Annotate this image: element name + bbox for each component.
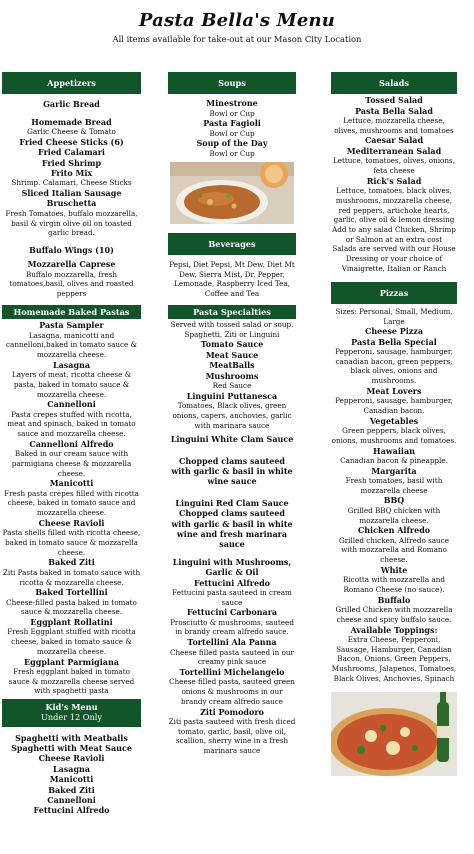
menu-item-description: Garlic Cheese & Tomato [27, 127, 116, 137]
menu-item-name: Buffalo Wings (10) [29, 244, 114, 255]
menu-item-name: Fettucini Carbonara [186, 607, 278, 618]
menu-item-name: Linguini Red Clam Sauce [175, 497, 289, 508]
spacer [168, 445, 296, 456]
menu-item-description: Ziti Pasta baked in tomato sauce with ricotta & mozzarella cheese. [2, 567, 141, 587]
menu-item-name: Tortellini Michelangelo [179, 667, 285, 677]
menu-item-name: Cheese Ravioli [38, 753, 105, 764]
menu-title: Pasta Bella's Menu [138, 10, 336, 31]
pizzas-list [331, 304, 457, 684]
menu-item-name: Pasta Sampler [39, 320, 104, 331]
menu-item-name: Spaghetti with Meat Sauce [11, 743, 132, 754]
menu-item-description: Tomatoes, Black olives, green onions, capers, anchovies, garlic with marinara sauce [172, 401, 292, 430]
menu-item-description: Shrimp. Calamari, Cheese Sticks [11, 178, 132, 188]
menu-item-name: Pasta Bella Special [351, 336, 437, 347]
menu-item-name: Hawaiian [373, 445, 415, 456]
menu-item-description: Grilled BBQ chicken with mozzarella cheese. [347, 505, 441, 525]
menu-item-name: Spaghetti with Meatballs [15, 732, 128, 743]
menu-item-name: Cheese Ravioli [38, 517, 105, 528]
menu-item-name: Mushrooms [205, 370, 259, 381]
kids-menu-subtitle: Under 12 Only [40, 712, 103, 723]
beverages-text: Pepsi, Diet Pepsi, Mt Dew, Diet Mt Dew, Sierra Mist, Dr. Pepper, Lemonade, Raspberry Iced Tea, Coffee and Tea [169, 259, 295, 298]
menu-item-description: Green peppers, black olives, onions, mushrooms and tomatoes. [331, 426, 457, 445]
left-column [2, 72, 141, 816]
menu-item-name: Chicken Alfredo [357, 525, 431, 536]
menu-item-name: Lasagna [52, 359, 91, 370]
appetizers-heading: Appetizers [2, 72, 141, 94]
menu-item-name: Cheese Pizza [364, 326, 424, 337]
kids-menu-title: Kid's Menu [45, 702, 98, 713]
appetizers-list [2, 94, 141, 299]
menu-item-name: Soup of the Day [196, 138, 268, 149]
salads-list [331, 94, 457, 273]
menu-item-name: Eggplant Rollatini [30, 617, 113, 628]
menu-item-name: Linguini White Clam Sauce [170, 434, 294, 445]
menu-item-name: Pasta Bella Salad [355, 105, 433, 116]
menu-item-name: Sliced Italian Sausage [21, 188, 122, 199]
menu-item-name: Cannelloni Alfredo [29, 438, 114, 449]
menu-item-description: Fresh Eggplant stuffed with ricotta cheese, baked in tomato sauce & mozzarella cheese. [7, 627, 136, 656]
menu-item-description: Fresh tomatoes, basil with mozzarella cheese [345, 476, 443, 495]
menu-item-name: Tortellini Ala Panna [187, 637, 277, 648]
menu-item-description: Bowl or Cup [209, 108, 255, 118]
salads-heading: Salads [331, 72, 457, 94]
kids-menu-list [2, 727, 141, 816]
menu-item-description: Fresh Tomatoes, buffalo mozzarella, basil & virgin olive oil on toasted garlic bread. [5, 208, 138, 238]
menu-item-description: Served with tossed salad or soup. [170, 319, 294, 329]
middle-column [168, 72, 296, 756]
menu-item-description: Salads are served with our House Dressing or your choice of Vinaigrette, Italian or Ranch [332, 244, 456, 273]
menu-item-name: Tossed Salad [365, 95, 423, 106]
pasta-specialties-heading: Pasta Specialties [168, 305, 296, 319]
menu-item-name: Caesar Salad [364, 135, 424, 146]
spacer [2, 238, 141, 245]
menu-item-description: Spaghetti, Ziti or Linguini [184, 329, 280, 339]
menu-item-name: Buffalo [377, 594, 411, 605]
menu-item-name: Cannelloni [47, 399, 96, 410]
menu-item-description: Lettuce, mozzarella cheese, olives, mushrooms and tomatoes [334, 116, 454, 135]
menu-item-name: MeatBalls [209, 360, 255, 371]
menu-item-name: Margarita [371, 465, 417, 476]
menu-item-description: Pepperoni, sausage, hamburger, Canadian bacon. [335, 396, 453, 415]
spacer [2, 110, 141, 117]
menu-item-name: Manicotti [49, 478, 94, 489]
menu-item-name: Vegetables [369, 415, 419, 426]
menu-item-description: Layers of meat, ricotta cheese & pasta, baked in tomato sauce & mozzarella cheese. [11, 370, 132, 399]
menu-item-name: Mediterranean Salad [346, 145, 442, 156]
menu-item-description: Pasta crepes stuffed with ricotta, meat and spinach, baked in tomato sauce and mozzarella cheese. [7, 409, 136, 439]
menu-item-name: BBQ [383, 495, 405, 506]
menu-item-description: Ziti pasta sauteed with fresh diced tomato, garlic, basil, olive oil, scallion, sherry wine in a fresh marinara sauce [168, 716, 296, 756]
menu-item-description: Buffalo mozzarella, fresh tomatoes,basil, olives and roasted peppers [9, 269, 134, 299]
menu-item-name: Fried Calamari [38, 147, 105, 158]
menu-item-name: Eggplant Parmigiana [24, 656, 119, 667]
menu-item-description: Lettuce, tomatoes, olives, onions, feta cheese [332, 156, 455, 175]
menu-item-name: Homemade Bread [31, 116, 112, 127]
menu-item-description: Pepperoni, sausage, hamburger, canadian bacon, green peppers, black olives, onions and mushrooms. [335, 347, 453, 386]
menu-item-name: Available Toppings: [350, 624, 438, 635]
menu-item-name: Bruschetta [46, 198, 97, 209]
beverages-heading: Beverages [168, 233, 296, 255]
menu-item-description: Fresh eggplant baked in tomato sauce & mozzarella cheese served with spaghetti pasta [8, 667, 135, 696]
menu-item-name: Baked Ziti [48, 557, 95, 568]
menu-item-name: Meat Sauce [205, 349, 259, 360]
menu-item-name: Chopped clams sauteed with garlic & basil in white wine sauce [171, 455, 293, 487]
menu-item-description: Bowl or Cup [209, 128, 255, 138]
menu-item-description: Cheese filled pasta, sauteed green onions & mushrooms in our brandy cream alfredo sauce [169, 677, 295, 706]
menu-item-name: White [380, 564, 408, 575]
pasta-specialties-list [168, 319, 296, 756]
menu-item-name: Fettucini Alfredo [33, 805, 110, 816]
menu-item-description: Grilled Chicken with mozzarella cheese and spicy buffalo sauce. [335, 605, 453, 624]
spacer [168, 487, 296, 498]
menu-item-name: Rick's Salad [366, 175, 422, 186]
right-column [331, 72, 457, 776]
homemade-pastas-heading: Homemade Baked Pastas [2, 305, 141, 319]
menu-item-description: Cheese-filled pasta baked in tomato sauce & mozzarella cheese. [6, 597, 137, 617]
menu-item-name: Baked Tortellini [35, 587, 108, 598]
menu-item-description: Ricotta with mozzarella and Romano Cheese (no sauce). [342, 575, 446, 594]
menu-item-name: Linguini with Mushrooms, Garlic & Oil [172, 556, 292, 578]
menu-item-description: Prosciutto & mushrooms, sauteed in brandy cream alfredo sauce. [170, 617, 294, 637]
menu-item-name: Fettucini Alfredo [193, 577, 270, 588]
menu-item-description: Red Sauce [212, 380, 252, 390]
menu-item-name: Cannelloni [47, 795, 96, 806]
menu-item-description: Grilled chicken, Alfredo sauce with mozzarella and Romano cheese. [339, 535, 449, 565]
menu-item-description: Lettuce, tomatoes, black olives, mushrooms, mozzarella cheese, red peppers, artichoke hearts, garlic, olive oil & lemon dressing [333, 186, 455, 225]
menu-item-description: Pasta shells filled with ricotta cheese, baked in tomato sauce & mozzarella cheese. [2, 528, 141, 557]
menu-item-description: Sizes: Personal, Small, Medium, Large [335, 306, 453, 326]
menu-item-description: Canadian bacon & pineapple. [340, 455, 448, 465]
menu-item-name: Garlic Bread [43, 99, 100, 110]
homemade-pastas-list [2, 319, 141, 696]
soups-heading: Soups [168, 72, 296, 94]
pizzas-heading: Pizzas [331, 282, 457, 304]
soups-list [168, 94, 296, 158]
menu-item-name: Frito Mix [50, 167, 93, 178]
menu-item-description: Extra Cheese, Pepperoni, Sausage, Hamburger, Canadian Bacon, Onions, Green Peppers, Mushrooms, Jalapenos, Tomatoes, Black Olives, Anchovies, Spinach [331, 634, 457, 683]
menu-item-description: Add to any salad Chicken, Shrimp or Salmon at an extra cost [332, 224, 456, 244]
menu-item-name: Chopped clams sauteed with garlic & basil in white wine and fresh marinara sauce [171, 508, 293, 550]
menu-item-description: Bowl or Cup [209, 148, 255, 158]
spacer [168, 550, 296, 557]
soup-photo [170, 162, 294, 224]
menu-item-name: Tomato Sauce [200, 339, 264, 350]
menu-item-name: Lasagna [52, 763, 91, 774]
menu-item-name: Pasta Fagioli [203, 118, 261, 129]
menu-item-name: Manicotti [49, 774, 94, 785]
menu-item-description: Fresh pasta crepes filled with ricotta cheese, baked in tomato sauce and mozzarella cheese. [4, 488, 139, 518]
kids-menu-heading [2, 699, 141, 727]
menu-item-name: Mozzarella Caprese [27, 259, 116, 270]
menu-item-description: Cheese filled pasta sauteed in our creamy pink sauce [170, 647, 294, 667]
menu-item-name: Meat Lovers [366, 385, 422, 396]
menu-subtitle: All items available for take-out at our Mason City Location [112, 34, 362, 44]
menu-item-name: Fried Cheese Sticks (6) [19, 136, 124, 147]
menu-item-name: Baked Ziti [48, 784, 95, 795]
menu-item-name: Fried Shrimp [41, 157, 102, 168]
menu-item-name: Minestrone [206, 98, 258, 109]
menu-item-description: Lasagna, manicotti and cannelloni,baked in tomato sauce & mozzarella cheese. [6, 330, 137, 359]
menu-item-description: Fettucini pasta sauteed in cream sauce [172, 587, 292, 607]
menu-item-name: Linguini Puttanesca [186, 390, 278, 401]
menu-item-description: Baked in our cream sauce with parmigiana cheese & mozzarella cheese. [11, 449, 132, 478]
pizza-photo [331, 692, 457, 776]
menu-item-name: Ziti Pomodoro [200, 706, 264, 717]
